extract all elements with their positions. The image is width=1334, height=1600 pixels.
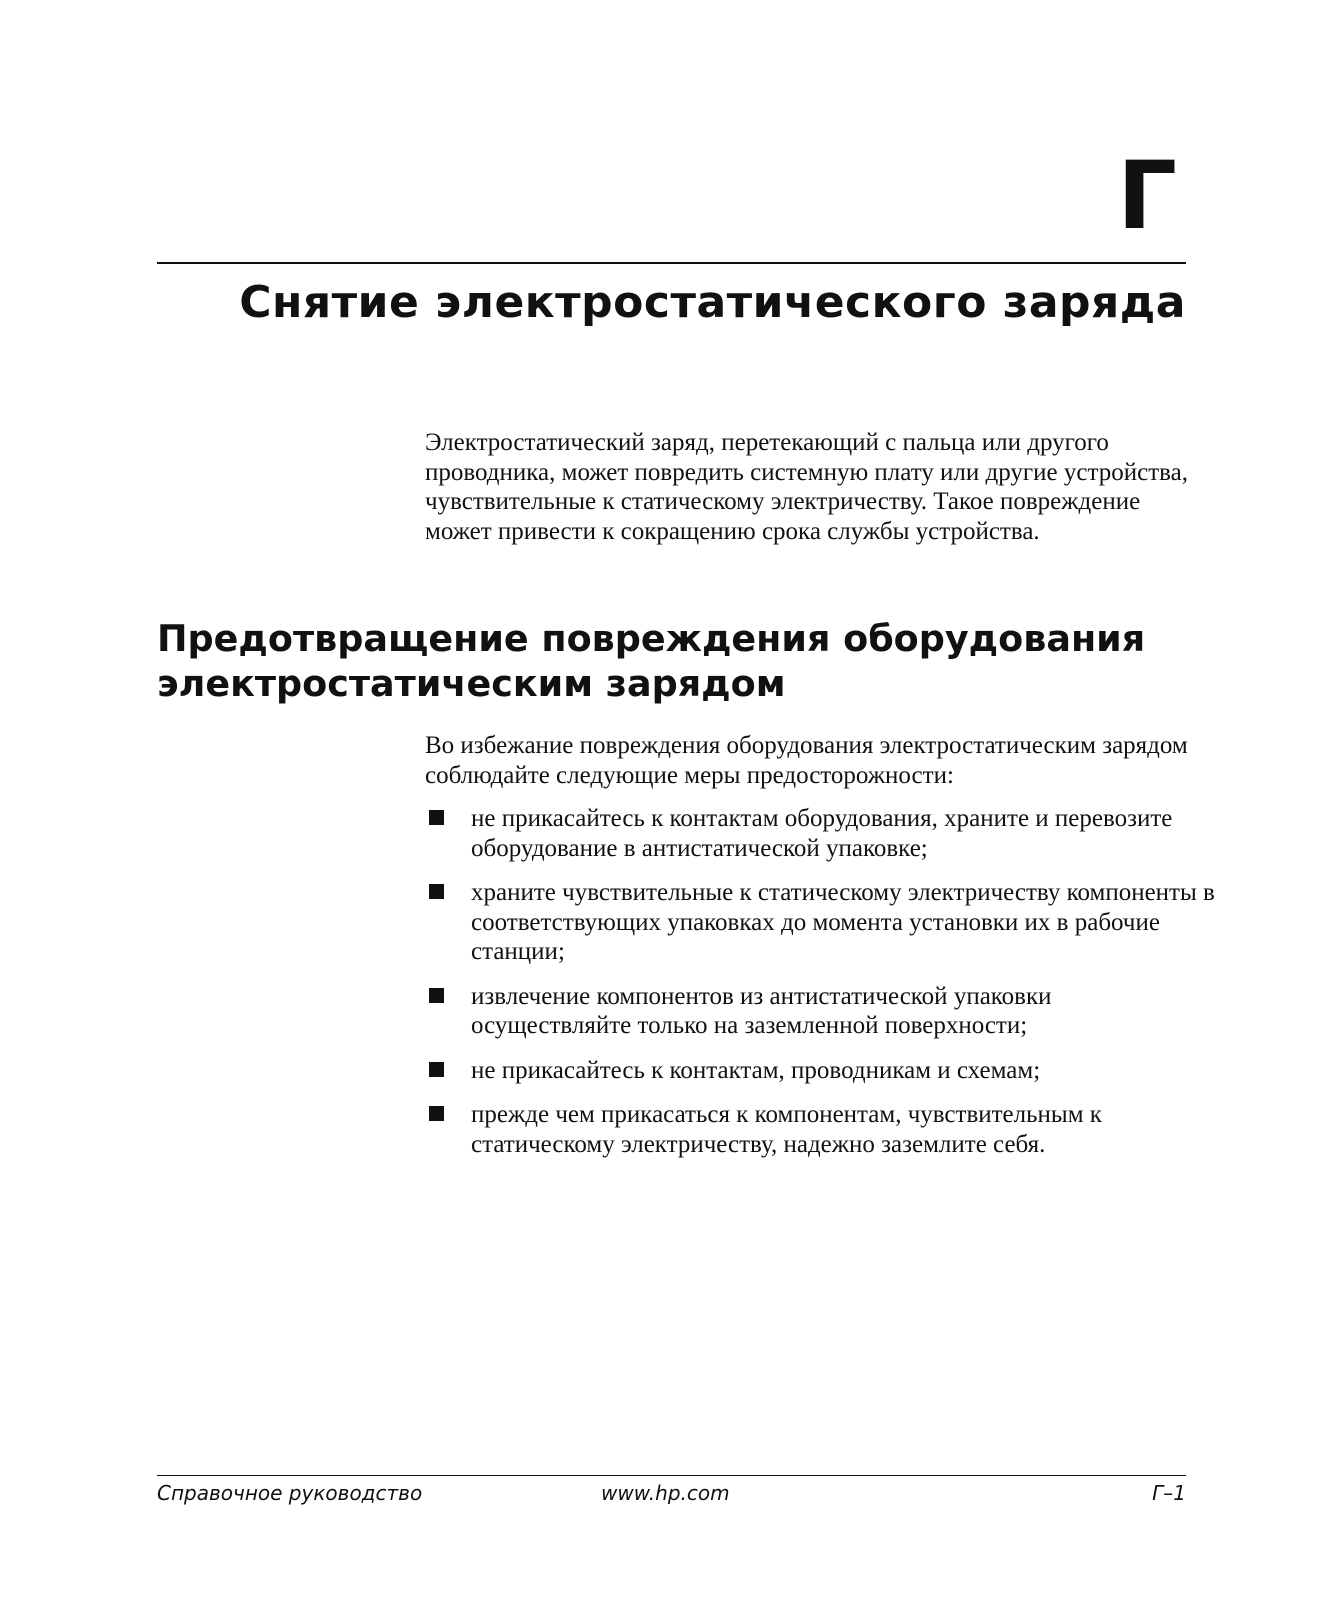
intro-paragraph: Электростатический заряд, перетекающий с пальца или другого проводника, может повредить системную плату или другие устройства, чувствительные к статическому электричеству. Такое повреждение может привести к сокращению срока службы устройства. — [425, 429, 1188, 545]
square-bullet-icon — [429, 1062, 444, 1077]
list-item-text: не прикасайтесь к контактам оборудования, храните и перевозите оборудование в антистатической упаковке; — [471, 805, 1173, 862]
list-item — [425, 804, 1215, 863]
list-item — [425, 1100, 1215, 1159]
footer-url: www.hp.com — [601, 1481, 730, 1505]
square-bullet-icon — [429, 810, 444, 825]
footer-page-number: Г–1 — [1152, 1481, 1186, 1505]
chapter-letter: Г — [1117, 142, 1177, 251]
list-item-text: извлечение компонентов из антистатической упаковки осуществляйте только на заземленной поверхности; — [471, 982, 1052, 1039]
list-item — [425, 878, 1215, 967]
list-item-text: прежде чем прикасаться к компонентам, чувствительным к статическому электричеству, надежно заземлите себя. — [471, 1101, 1102, 1158]
chapter-title: Снятие электростатического заряда — [239, 277, 1186, 328]
list-item-text: не прикасайтесь к контактам, проводникам и схемам; — [471, 1056, 1041, 1084]
square-bullet-icon — [429, 988, 444, 1003]
precautions-list — [425, 804, 1215, 1174]
section-intro-paragraph: Во избежание повреждения оборудования электростатическим зарядом соблюдайте следующие меры предосторожности: — [425, 732, 1188, 789]
title-divider — [157, 262, 1186, 264]
list-item-text: храните чувствительные к статическому электричеству компоненты в соответствующих упаковках до момента установки их в рабочие станции; — [471, 879, 1215, 965]
square-bullet-icon — [429, 884, 444, 899]
list-item — [425, 1056, 1215, 1086]
footer-manual-title: Справочное руководство — [157, 1481, 423, 1505]
square-bullet-icon — [429, 1106, 444, 1121]
list-item — [425, 982, 1215, 1041]
footer-divider — [157, 1475, 1186, 1476]
section-heading: Предотвращение повреждения оборудования электростатическим зарядом — [157, 617, 1146, 705]
